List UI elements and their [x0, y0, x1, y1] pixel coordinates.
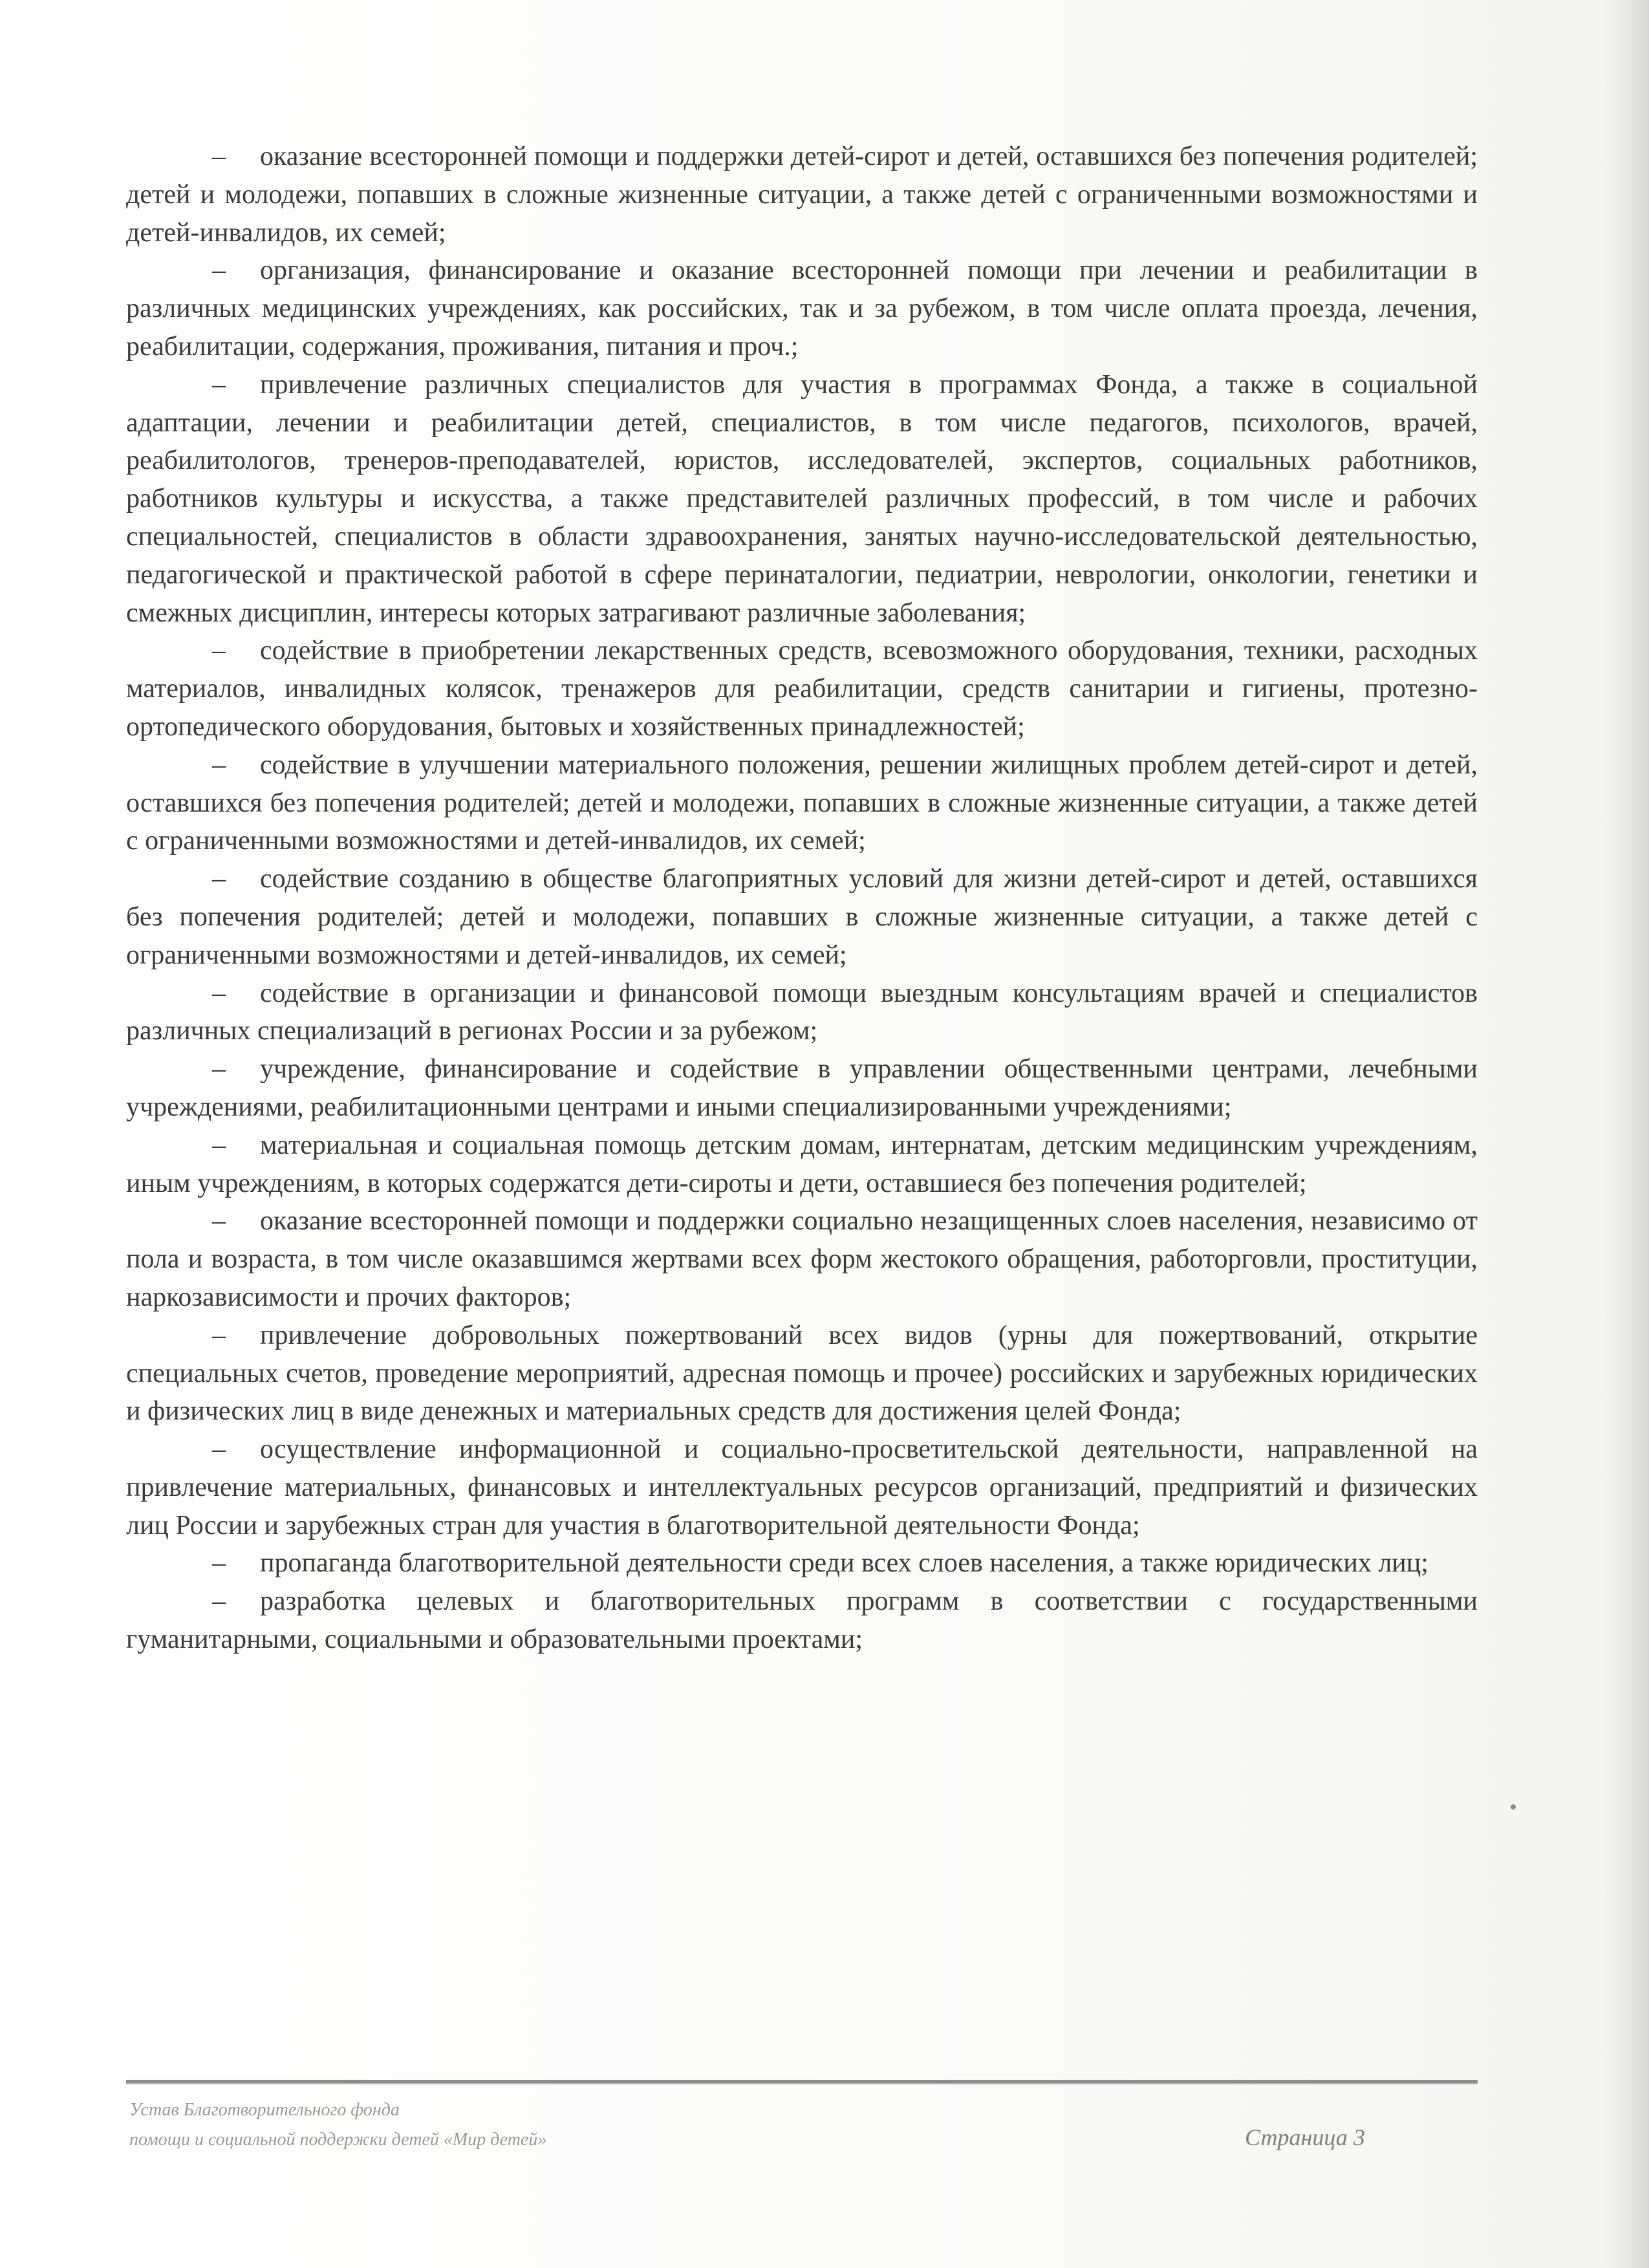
list-item	[126, 1582, 1478, 1659]
list-dash: –	[212, 978, 226, 1008]
footer-divider	[126, 2080, 1478, 2084]
list-item	[126, 1202, 1478, 1316]
list-item-text: привлечение различных специалистов для участия в программах Фонда, а также в социальной адаптации, лечении и реабилитации детей, специалистов, в том числе педагогов, психологов, врачей, реабилитологов, тренеров-преподавателей, юристов, исследователей, экспертов, социальных работников, работников культуры и искусства, а также представителей различных профессий, в том числе и рабочих специальностей, специалистов в области здравоохранения, занятых научно-исследовательской деятельностью, педагогической и практической работой в сфере перинаталогии, педиатрии, неврологии, онкологии, генетики и смежных дисциплин, интересы которых затрагивают различные заболевания;	[126, 369, 1478, 628]
list-item	[126, 632, 1478, 746]
list-dash: –	[212, 1434, 226, 1465]
list-dash: –	[212, 1206, 226, 1237]
list-item-text: содействие созданию в обществе благоприятных условий для жизни детей-сирот и детей, оставшихся без попечения родителей; детей и молодежи, попавших в сложные жизненные ситуации, а также детей с ограниченными возможностями и детей-инвалидов, их семей;	[126, 864, 1478, 970]
list-dash: –	[212, 142, 226, 171]
list-dash: –	[212, 369, 226, 400]
list-dash: –	[212, 750, 226, 780]
footer-title-line-1: Устав Благотворительного фонда	[129, 2100, 400, 2120]
list-dash: –	[212, 1130, 226, 1160]
list-item	[126, 138, 1478, 252]
list-item-text: учреждение, финансирование и содействие в управлении общественными центрами, лечебными учреждениями, реабилитационными центрами и иными специализированными учреждениями;	[126, 1054, 1478, 1122]
list-dash: –	[212, 1586, 226, 1617]
list-item-text: пропаганда благотворительной деятельности среди всех слоев населения, а также юридических лиц;	[260, 1548, 1428, 1579]
list-item-text: оказание всесторонней помощи и поддержки социально незащищенных слоев населения, независимо от пола и возраста, в том числе оказавшимся жертвами всех форм жестокого обращения, работорговли, проституции, наркозависимости и прочих факторов;	[126, 1206, 1478, 1312]
list-item	[126, 746, 1478, 860]
list-item-text: разработка целевых и благотворительных программ в соответствии с государственными гуманитарными, социальными и образовательными проектами;	[126, 1586, 1478, 1655]
list-item-text: осуществление информационной и социально-просветительской деятельности, направленной на привлечение материальных, финансовых и интеллектуальных ресурсов организаций, предприятий и физических лиц России и зарубежных стран для участия в благотворительной деятельности Фонда;	[126, 1434, 1478, 1540]
scan-speck	[1511, 1804, 1516, 1809]
footer-title-line-2: помощи и социальной поддержки детей «Мир детей»	[129, 2130, 547, 2150]
list-item-text: организация, финансирование и оказание всесторонней помощи при лечении и реабилитации в различных медицинских учреждениях, как российских, так и за рубежом, в том числе оплата проезда, лечения, реабилитации, содержания, проживания, питания и проч.;	[126, 255, 1478, 362]
list-item	[126, 366, 1478, 632]
page-number: Страница 3	[1245, 2124, 1365, 2150]
list-item-text: привлечение добровольных пожертвований всех видов (урны для пожертвований, открытие специальных счетов, проведение мероприятий, адресная помощь и прочее) российских и зарубежных юридических и физических лиц в виде денежных и материальных средств для достижения целей Фонда;	[126, 1320, 1478, 1427]
list-item-text: содействие в приобретении лекарственных средств, всевозможного оборудования, техники, расходных материалов, инвалидных колясок, тренажеров для реабилитации, средств санитарии и гигиены, протезно-ортопедического оборудования, бытовых и хозяйственных принадлежностей;	[126, 636, 1478, 742]
list-dash: –	[212, 1548, 226, 1579]
list-item-text: содействие в улучшении материального положения, решении жилищных проблем детей-сирот и детей, оставшихся без попечения родителей; детей и молодежи, попавших в сложные жизненные ситуации, а также детей с ограниченными возможностями и детей-инвалидов, их семей;	[126, 750, 1478, 856]
list-dash: –	[212, 1054, 226, 1085]
list-item-text: содействие в организации и финансовой помощи выездным консультациям врачей и специалистов различных специализаций в регионах России и за рубежом;	[126, 978, 1478, 1046]
list-item	[126, 252, 1478, 365]
list-dash: –	[212, 636, 226, 666]
list-item	[126, 1127, 1478, 1203]
list-item-text: материальная и социальная помощь детским домам, интернатам, детским медицинским учреждениям, иным учреждениям, в которых содержатся дети-сироты и дети, оставшиеся без попечения родителей;	[126, 1130, 1478, 1198]
list-dash: –	[212, 864, 226, 894]
list-item	[126, 1431, 1478, 1544]
list-dash: –	[212, 255, 226, 286]
list-dash: –	[212, 1320, 226, 1350]
scan-edge-shadow	[1604, 0, 1649, 2268]
list-item-text: оказание всесторонней помощи и поддержки детей-сирот и детей, оставшихся без попечения родителей; детей и молодежи, попавших в сложные жизненные ситуации, а также детей с ограниченными возможностями и детей-инвалидов, их семей;	[126, 142, 1478, 248]
footer-document-title	[129, 2095, 546, 2155]
list-item	[126, 860, 1478, 974]
list-item	[126, 975, 1478, 1051]
list-item	[126, 1050, 1478, 1127]
list-item	[126, 1317, 1478, 1431]
list-item	[126, 1544, 1478, 1582]
charter-item-list	[126, 138, 1478, 1659]
